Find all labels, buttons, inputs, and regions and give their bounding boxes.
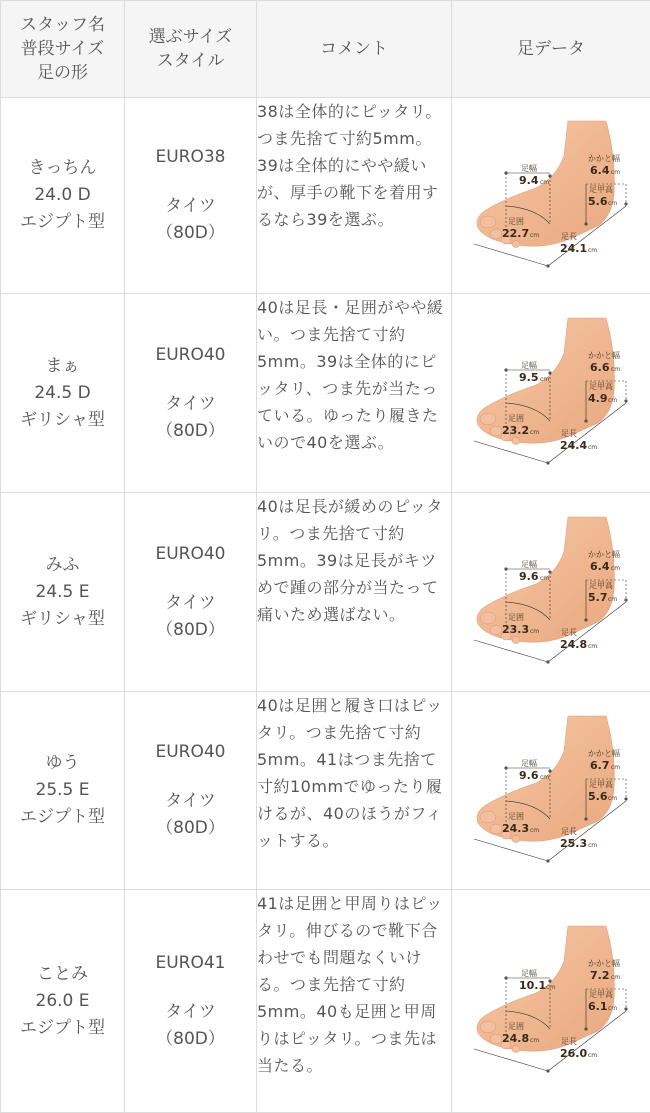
girth-label: 足囲 <box>508 811 524 821</box>
header-choice <box>125 1 257 98</box>
girth-label: 足囲 <box>508 414 524 423</box>
foot-type: エジプト型 <box>20 212 105 232</box>
svg-text:cm: cm <box>530 231 540 239</box>
header-comment: コメント <box>257 1 452 98</box>
girth-value: 23.2 <box>502 424 530 437</box>
svg-text:cm: cm <box>530 826 540 834</box>
svg-text:cm: cm <box>530 429 540 436</box>
svg-text:cm: cm <box>546 984 556 991</box>
staff-name: ゆう <box>45 753 80 773</box>
foot-type: ギリシャ型 <box>20 608 105 629</box>
style: タイツ <box>165 791 216 811</box>
staff-name: ことみ <box>37 963 88 984</box>
foot-data-cell <box>452 493 650 692</box>
foot-data-cell <box>452 98 650 294</box>
table-row <box>1 493 650 692</box>
chosen-size: EURO40 <box>155 742 226 762</box>
header-usual-size: 普段サイズ <box>20 39 105 59</box>
chosen-size: EURO40 <box>155 543 226 564</box>
svg-text:cm: cm <box>611 763 621 771</box>
heel-width-value: 6.4 <box>590 560 610 573</box>
style: タイツ <box>165 1001 216 1022</box>
staff-name: きっちん <box>28 158 97 178</box>
denier: （80D） <box>156 619 225 640</box>
choice-cell <box>125 98 257 294</box>
foot-length-value: 24.8 <box>560 638 588 651</box>
svg-text:cm: cm <box>588 246 598 254</box>
girth-label: 足囲 <box>508 216 524 226</box>
svg-text:cm: cm <box>540 575 550 582</box>
choice-cell <box>125 890 257 1113</box>
choice-cell <box>125 692 257 890</box>
style: タイツ <box>165 592 216 613</box>
comment-cell <box>257 890 452 1113</box>
foot-length-value: 25.3 <box>560 836 588 850</box>
comment-text: 40は足長・足囲がやや緩い。つま先捨て寸約5mm。39は全体的にピッタリ、つま先が当たっている。ゆったり履きたいので40を選ぶ。 <box>257 298 444 452</box>
girth-label: 足囲 <box>508 613 524 622</box>
foot-data-cell <box>452 692 650 890</box>
usual-size: 25.5 E <box>35 780 90 800</box>
foot-width-value: 9.6 <box>519 570 539 583</box>
style: タイツ <box>165 196 216 216</box>
usual-size: 24.0 D <box>34 185 91 205</box>
staff-name: みふ <box>45 554 80 575</box>
svg-text:cm: cm <box>540 773 550 781</box>
staff-cell <box>1 493 125 692</box>
table-row <box>1 294 650 493</box>
girth-value: 24.8 <box>502 1032 530 1045</box>
svg-text:cm: cm <box>611 974 621 981</box>
svg-text:cm: cm <box>608 199 618 207</box>
instep-value: 5.6 <box>588 194 608 208</box>
denier: （80D） <box>156 420 225 441</box>
heel-width-label: かかと幅 <box>588 550 620 559</box>
chosen-size: EURO40 <box>155 344 226 365</box>
foot-diagram <box>466 921 636 1081</box>
staff-cell <box>1 692 125 890</box>
staff-cell <box>1 890 125 1113</box>
table-row <box>1 890 650 1113</box>
instep-label: 足甲高 <box>589 581 613 590</box>
foot-data-cell <box>452 890 650 1113</box>
header-foot-data: 足データ <box>452 1 650 98</box>
svg-text:cm: cm <box>540 376 550 383</box>
svg-text:cm: cm <box>588 444 598 451</box>
svg-text:cm: cm <box>588 643 598 650</box>
staff-cell <box>1 294 125 493</box>
chosen-size: EURO38 <box>155 147 226 167</box>
foot-width-label: 足幅 <box>521 758 537 768</box>
svg-text:cm: cm <box>588 1052 598 1059</box>
chosen-size: EURO41 <box>155 952 226 973</box>
girth-label: 足囲 <box>508 1022 524 1031</box>
instep-value: 4.9 <box>588 392 608 405</box>
heel-width-value: 6.4 <box>590 163 610 177</box>
svg-text:cm: cm <box>530 628 540 635</box>
foot-length-label: 足長 <box>561 429 577 438</box>
table-row <box>1 98 650 294</box>
header-row <box>1 1 650 98</box>
instep-value: 6.1 <box>588 1000 608 1013</box>
foot-length-value: 26.0 <box>560 1047 588 1060</box>
foot-width-label: 足幅 <box>521 361 537 370</box>
denier: （80D） <box>156 1028 225 1049</box>
heel-width-value: 6.7 <box>590 758 610 772</box>
foot-length-value: 24.4 <box>560 439 588 452</box>
denier: （80D） <box>156 818 225 838</box>
foot-diagram <box>466 512 636 672</box>
comment-text: 40は足囲と履き口はピッタリ。つま先捨て寸約5mm。41はつま先捨て寸約10mmでゆったり履けるが、40のほうがフィットする。 <box>257 696 443 850</box>
svg-text:cm: cm <box>611 366 621 373</box>
comment-text: 40は足長が緩めのピッタリ。つま先捨て寸約5mm。39は足長がキツめで踵の部分が当たって痛いため選ばない。 <box>257 497 443 624</box>
foot-length-label: 足長 <box>561 1037 577 1046</box>
svg-text:cm: cm <box>540 178 550 186</box>
comment-cell <box>257 493 452 692</box>
style: タイツ <box>165 393 216 414</box>
comment-text: 38は全体的にピッタリ。つま先捨て寸約5mm。39は全体的にやや緩いが、厚手の靴下を着用するなら39を選ぶ。 <box>257 102 442 229</box>
header-staff-name: スタッフ名 <box>20 15 105 35</box>
header-chosen-size: 選ぶサイズ <box>148 27 233 47</box>
comment-text: 41は足囲と甲周りはピッタリ。伸びるので靴下合わせでも問題なくいける。つま先捨て寸約5mm。40も足囲と甲周りはピッタリ。つま先は当たる。 <box>257 894 443 1075</box>
foot-width-value: 9.6 <box>519 768 539 782</box>
foot-data-cell <box>452 294 650 493</box>
staff-name: まぁ <box>45 355 80 376</box>
foot-width-value: 9.4 <box>519 173 539 187</box>
heel-width-label: かかと幅 <box>588 153 620 163</box>
foot-width-label: 足幅 <box>521 560 537 569</box>
heel-width-label: かかと幅 <box>588 748 620 758</box>
comment-cell <box>257 692 452 890</box>
foot-width-label: 足幅 <box>521 969 537 978</box>
svg-text:cm: cm <box>608 397 618 404</box>
choice-cell <box>125 294 257 493</box>
foot-length-label: 足長 <box>561 826 577 836</box>
header-foot-type: 足の形 <box>37 63 88 83</box>
header-style: スタイル <box>156 51 225 71</box>
instep-label: 足甲高 <box>589 779 613 789</box>
comment-cell <box>257 98 452 294</box>
usual-size: 26.0 E <box>35 990 90 1011</box>
instep-label: 足甲高 <box>589 382 613 391</box>
usual-size: 24.5 E <box>35 581 90 602</box>
foot-diagram <box>466 116 636 276</box>
svg-text:cm: cm <box>608 596 618 603</box>
usual-size: 24.5 D <box>34 382 91 403</box>
foot-type: ギリシャ型 <box>20 409 105 430</box>
staff-cell <box>1 98 125 294</box>
foot-width-label: 足幅 <box>521 163 537 173</box>
instep-label: 足甲高 <box>589 184 613 194</box>
svg-text:cm: cm <box>588 841 598 849</box>
instep-value: 5.7 <box>588 591 608 604</box>
foot-diagram <box>466 711 636 871</box>
foot-length-value: 24.1 <box>560 241 588 255</box>
heel-width-value: 7.2 <box>590 969 610 982</box>
girth-value: 22.7 <box>502 226 530 240</box>
foot-width-value: 10.1 <box>519 979 547 992</box>
svg-text:cm: cm <box>611 565 621 572</box>
svg-text:cm: cm <box>530 1037 540 1044</box>
comment-cell <box>257 294 452 493</box>
svg-text:cm: cm <box>608 1005 618 1012</box>
denier: （80D） <box>156 223 225 243</box>
foot-type: エジプト型 <box>20 1017 105 1038</box>
heel-width-value: 6.6 <box>590 361 610 374</box>
foot-length-label: 足長 <box>561 231 577 241</box>
foot-width-value: 9.5 <box>519 371 539 384</box>
heel-width-label: かかと幅 <box>588 351 620 360</box>
instep-value: 5.6 <box>588 789 608 803</box>
choice-cell <box>125 493 257 692</box>
instep-label: 足甲高 <box>589 990 613 999</box>
girth-value: 24.3 <box>502 821 530 835</box>
svg-text:cm: cm <box>611 168 621 176</box>
foot-diagram <box>466 313 636 473</box>
foot-length-label: 足長 <box>561 628 577 637</box>
header-staff <box>1 1 125 98</box>
heel-width-label: かかと幅 <box>588 959 620 968</box>
foot-type: エジプト型 <box>20 807 105 827</box>
table-row <box>1 692 650 890</box>
girth-value: 23.3 <box>502 623 530 636</box>
svg-text:cm: cm <box>608 794 618 802</box>
